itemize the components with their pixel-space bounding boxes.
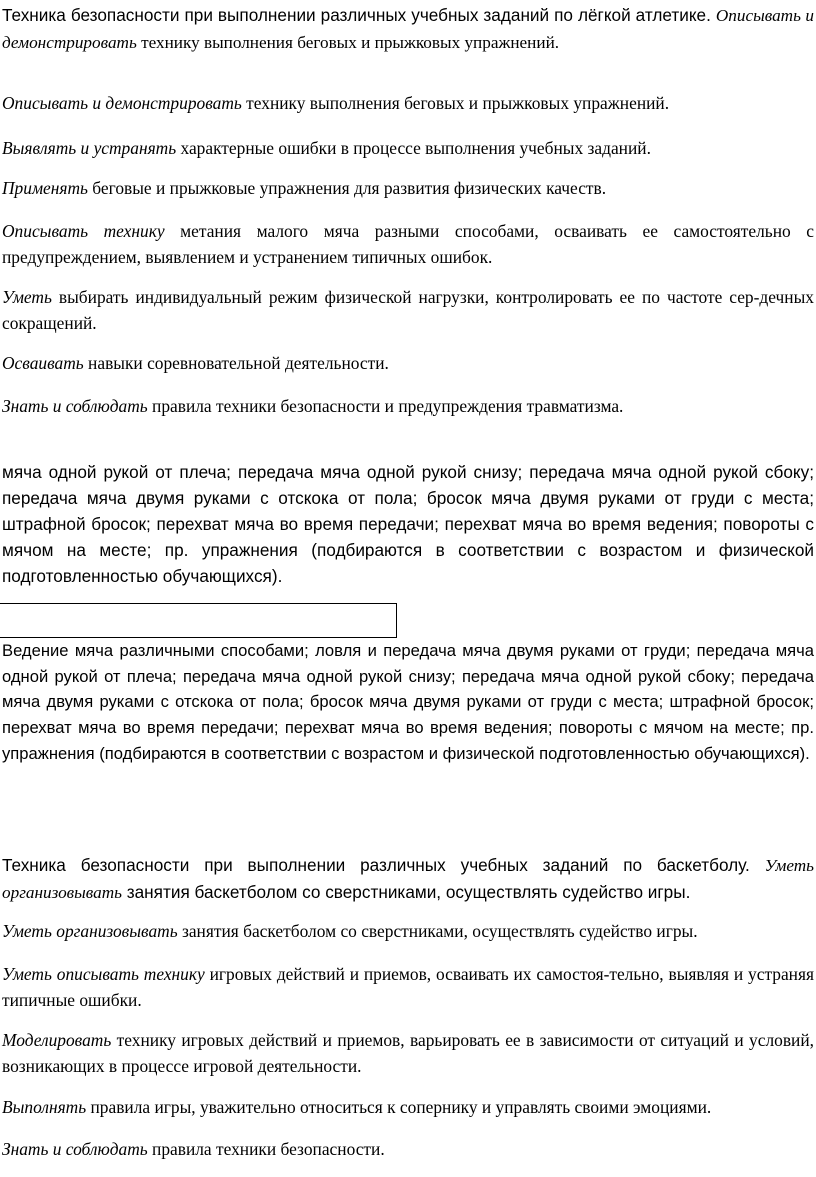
item-text: беговые и прыжковые упражнения для развития физических качеств. — [87, 178, 607, 198]
item-text: навыки соревновательной деятельности. — [83, 353, 389, 373]
item-verb: Осваивать — [2, 353, 84, 373]
item-text: правила игры, уважительно относиться к сопернику и управлять своими эмоциями. — [86, 1097, 712, 1117]
item-verb: Уметь — [2, 287, 52, 307]
athletics-item — [2, 218, 814, 270]
basketball-item — [2, 1027, 814, 1079]
item-text: выбирать индивидуальный режим физической нагрузки, контролировать ее по частоте сер-дечных сокращений. — [2, 287, 814, 333]
basketball-item — [2, 961, 814, 1013]
item-verb: Выполнять — [2, 1097, 87, 1117]
item-verb: Выявлять и устранять — [2, 138, 177, 158]
item-text: игровых действий и приемов, осваивать их самостоя-тельно, выявляя и устраняя типичные ошибки. — [2, 964, 814, 1010]
athletics-item — [2, 284, 814, 336]
athletics-item — [2, 175, 814, 201]
item-verb: Моделировать — [2, 1030, 112, 1050]
basketball-item — [2, 1094, 814, 1120]
item-text: технику выполнения беговых и прыжковых упражнений. — [241, 93, 670, 113]
item-text: характерные ошибки в процессе выполнения учебных заданий. — [176, 138, 651, 158]
basketball-intro-text: Техника безопасности при выполнении различных учебных заданий по баскетболу. — [2, 855, 750, 875]
athletics-intro-rest: технику выполнения беговых и прыжковых упражнений. — [136, 33, 560, 52]
basketball-item — [2, 918, 814, 944]
athletics-item — [2, 135, 814, 161]
athletics-intro-paragraph — [2, 0, 814, 56]
athletics-intro-italic: Описывать и демонстрировать — [2, 6, 815, 52]
basketball-intro-italic: Уметь организовывать — [2, 856, 814, 902]
basketball-intro-paragraph — [2, 850, 814, 906]
item-text: занятия баскетболом со сверстниками, осуществлять судейство игры. — [177, 921, 698, 941]
item-verb: Описывать и демонстрировать — [2, 93, 242, 113]
item-verb: Знать и соблюдать — [2, 396, 148, 416]
item-verb: Описывать технику — [2, 221, 165, 241]
item-verb: Знать и соблюдать — [2, 1139, 148, 1159]
basketball-intro-rest: занятия баскетболом со сверстниками, осуществлять судейство игры. — [121, 882, 691, 902]
basketball-item — [2, 1136, 814, 1162]
item-text: правила техники безопасности и предупреждения травматизма. — [147, 396, 624, 416]
item-verb: Уметь описывать технику — [2, 964, 205, 984]
item-text: технику игровых действий и приемов, варьировать ее в зависимости от ситуаций и условий, возникающих в процессе игровой деятельности. — [2, 1030, 814, 1076]
basketball-fragment-paragraph: мяча одной рукой от плеча; передача мяча одной рукой снизу; передача мяча одной рукой сбоку; передача мяча двумя руками с отскока от пола; бросок мяча двумя руками от груди с места; штрафной бросок; перехват мяча во время передачи; перехват мяча во время ведения; повороты с мячом на месте; пр. упражнения (подбираются в соответствии с возрастом и физической подготовленностью обучающихся). — [2, 462, 814, 586]
athletics-item — [2, 350, 814, 376]
item-verb: Применять — [2, 178, 88, 198]
athletics-item — [2, 393, 814, 419]
item-text: метания малого мяча разными способами, осваивать ее самостоятельно с предупреждением, выявлением и устранением типичных ошибок. — [2, 221, 814, 267]
item-verb: Уметь организовывать — [2, 921, 178, 941]
item-text: правила техники безопасности. — [147, 1139, 385, 1159]
empty-table-cell — [0, 603, 397, 638]
athletics-item — [2, 90, 814, 116]
athletics-intro-text: Техника безопасности при выполнении различных учебных заданий по лёгкой атлетике. — [2, 5, 711, 25]
basketball-full-paragraph: Ведение мяча различными способами; ловля и передача мяча двумя руками от груди; передача мяча одной рукой от плеча; передача мяча одной рукой снизу; передача мяча одной рукой сбоку; передача мяча двумя руками с отскока от пола; бросок мяча двумя руками от груди с места; штрафной бросок; перехват мяча во время передачи; перехват мяча во время ведения; повороты с мячом на месте; пр. упражнения (подбираются в соответствии с возрастом и физической подготовленностью обучающихся). — [2, 641, 814, 763]
